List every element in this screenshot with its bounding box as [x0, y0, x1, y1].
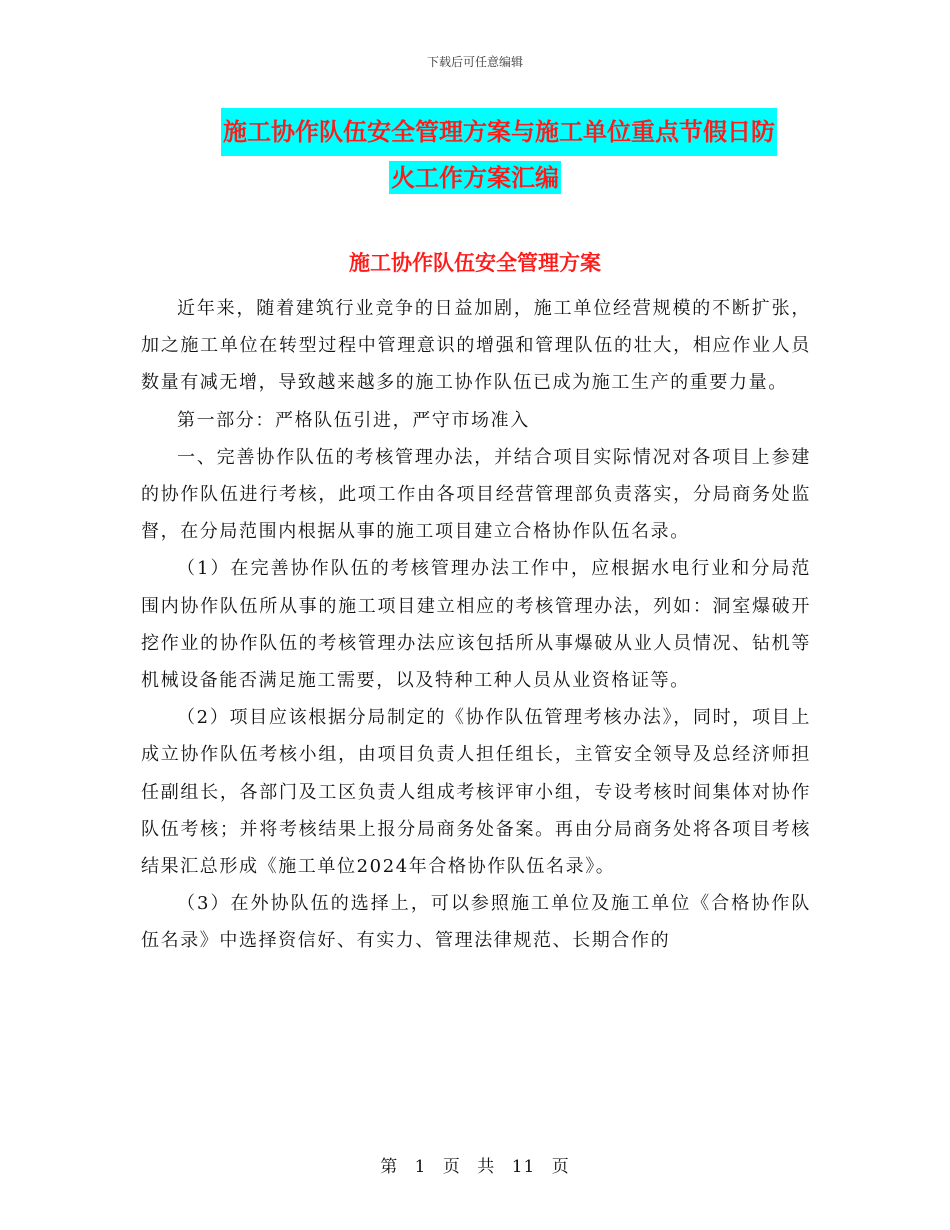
page-footer	[0, 1152, 950, 1177]
footer-total-pages: 11	[511, 1157, 536, 1177]
paragraph-sub-item-2: （2）项目应该根据分局制定的《协作队伍管理考核办法》，同时，项目上成立协作队伍考核小组，由项目负责人担任组长，主管安全领导及总经济师担任副组长，各部门及工区负责人组成考核评审小组，专设考核时间集体对协作队伍考核；并将考核结果上报分局商务处备案。再由分局商务处将各项目考核结果汇总形成《施工单位2024年合格协作队伍名录》。	[141, 707, 811, 878]
document-title-line-1: 施工协作队伍安全管理方案与施工单位重点节假日防	[221, 108, 777, 156]
footer-page-label: 页	[442, 1157, 461, 1177]
footer-prefix: 第	[380, 1157, 399, 1177]
document-title-line-2: 火工作方案汇编	[391, 163, 559, 192]
document-body	[141, 290, 811, 960]
section-title: 施工协作队伍安全管理方案	[349, 250, 601, 275]
footer-suffix: 页	[551, 1157, 570, 1177]
paragraph-sub-item-3: （3）在外协队伍的选择上，可以参照施工单位及施工单位《合格协作队伍名录》中选择资信好、有实力、管理法律规范、长期合作的	[141, 893, 811, 952]
paragraph-part-one-heading: 第一部分：严格队伍引进，严守市场准入	[177, 409, 530, 431]
document-title	[0, 108, 950, 200]
paragraph-sub-item-1: （1）在完善协作队伍的考核管理办法工作中，应根据水电行业和分局范围内协作队伍所从事的施工项目建立相应的考核管理办法，列如：洞室爆破开挖作业的协作队伍的考核管理办法应该包括所从事爆破从业人员情况、钻机等机械设备能否满足施工需要，以及特种工种人员从业资格证等。	[141, 558, 811, 692]
paragraph-item-one: 一、完善协作队伍的考核管理办法，并结合项目实际情况对各项目上参建的协作队伍进行考核，此项工作由各项目经营管理部负责落实，分局商务处监督，在分局范围内根据从事的施工项目建立合格协作队伍名录。	[141, 446, 811, 543]
footer-total-label: 共	[477, 1157, 496, 1177]
paragraph-intro: 近年来，随着建筑行业竞争的日益加剧，施工单位经营规模的不断扩张，加之施工单位在转型过程中管理意识的增强和管理队伍的壮大，相应作业人员数量有减无增，导致越来越多的施工协作队伍已成为施工生产的重要力量。	[141, 298, 811, 394]
header-note: 下载后可任意编辑	[426, 55, 523, 69]
footer-page-number: 1	[414, 1157, 427, 1177]
